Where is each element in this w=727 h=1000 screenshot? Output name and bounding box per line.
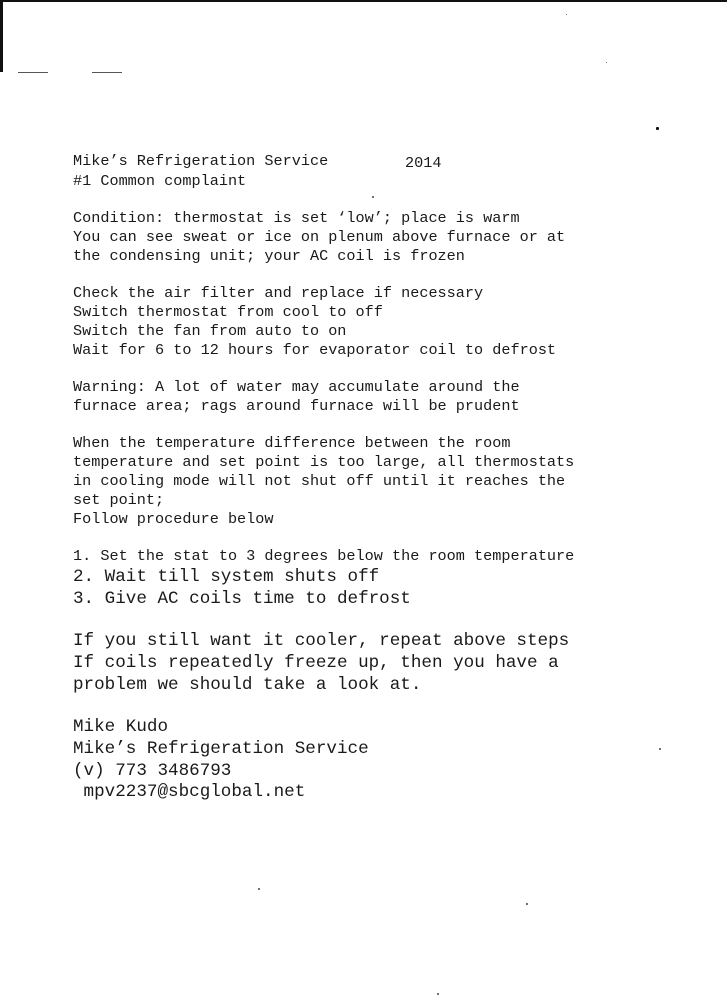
document-subtitle: #1 Common complaint [73, 172, 247, 190]
scan-mark [18, 72, 48, 73]
condition-line: You can see sweat or ice on plenum above furnace or at [73, 228, 566, 246]
explanation-line: Follow procedure below [73, 510, 274, 528]
closing-line: problem we should take a look at. [73, 675, 422, 695]
procedure-step: 3. Give AC coils time to defrost [73, 589, 411, 609]
closing-line: If you still want it cooler, repeat above steps [73, 631, 570, 651]
explanation-line: When the temperature difference between the room [73, 434, 511, 452]
procedure-step: 1. Set the stat to 3 degrees below the room temperature [73, 547, 575, 565]
signature-phone: (v) 773 3486793 [73, 761, 232, 781]
scan-speck [437, 993, 439, 995]
document-year: 2014 [405, 154, 442, 172]
scan-speck [372, 196, 374, 198]
company-heading: Mike’s Refrigeration Service [73, 152, 329, 170]
closing-line: If coils repeatedly freeze up, then you have a [73, 653, 559, 673]
scan-edge-top [0, 0, 727, 2]
scan-speck [566, 14, 567, 15]
explanation-line: temperature and set point is too large, all thermostats [73, 453, 575, 471]
condition-line: the condensing unit; your AC coil is frozen [73, 247, 465, 265]
explanation-line: set point; [73, 491, 165, 509]
procedure-step: 2. Wait till system shuts off [73, 567, 380, 587]
step-line: Check the air filter and replace if necessary [73, 284, 484, 302]
scan-mark [92, 72, 122, 73]
scan-speck [659, 748, 661, 750]
scan-speck [258, 888, 260, 890]
scan-speck [606, 62, 607, 63]
signature-email: mpv2237@sbcglobal.net [73, 782, 306, 802]
scan-speck [656, 127, 659, 130]
step-line: Switch thermostat from cool to off [73, 303, 383, 321]
step-line: Switch the fan from auto to on [73, 322, 347, 340]
signature-company: Mike’s Refrigeration Service [73, 739, 369, 759]
scan-edge-left [0, 0, 3, 72]
signature-name: Mike Kudo [73, 717, 169, 737]
warning-line: Warning: A lot of water may accumulate around the [73, 378, 520, 396]
explanation-line: in cooling mode will not shut off until it reaches the [73, 472, 566, 490]
warning-line: furnace area; rags around furnace will be prudent [73, 397, 520, 415]
condition-line: Condition: thermostat is set ‘low’; place is warm [73, 209, 520, 227]
step-line: Wait for 6 to 12 hours for evaporator coil to defrost [73, 341, 557, 359]
scan-speck [526, 903, 528, 905]
